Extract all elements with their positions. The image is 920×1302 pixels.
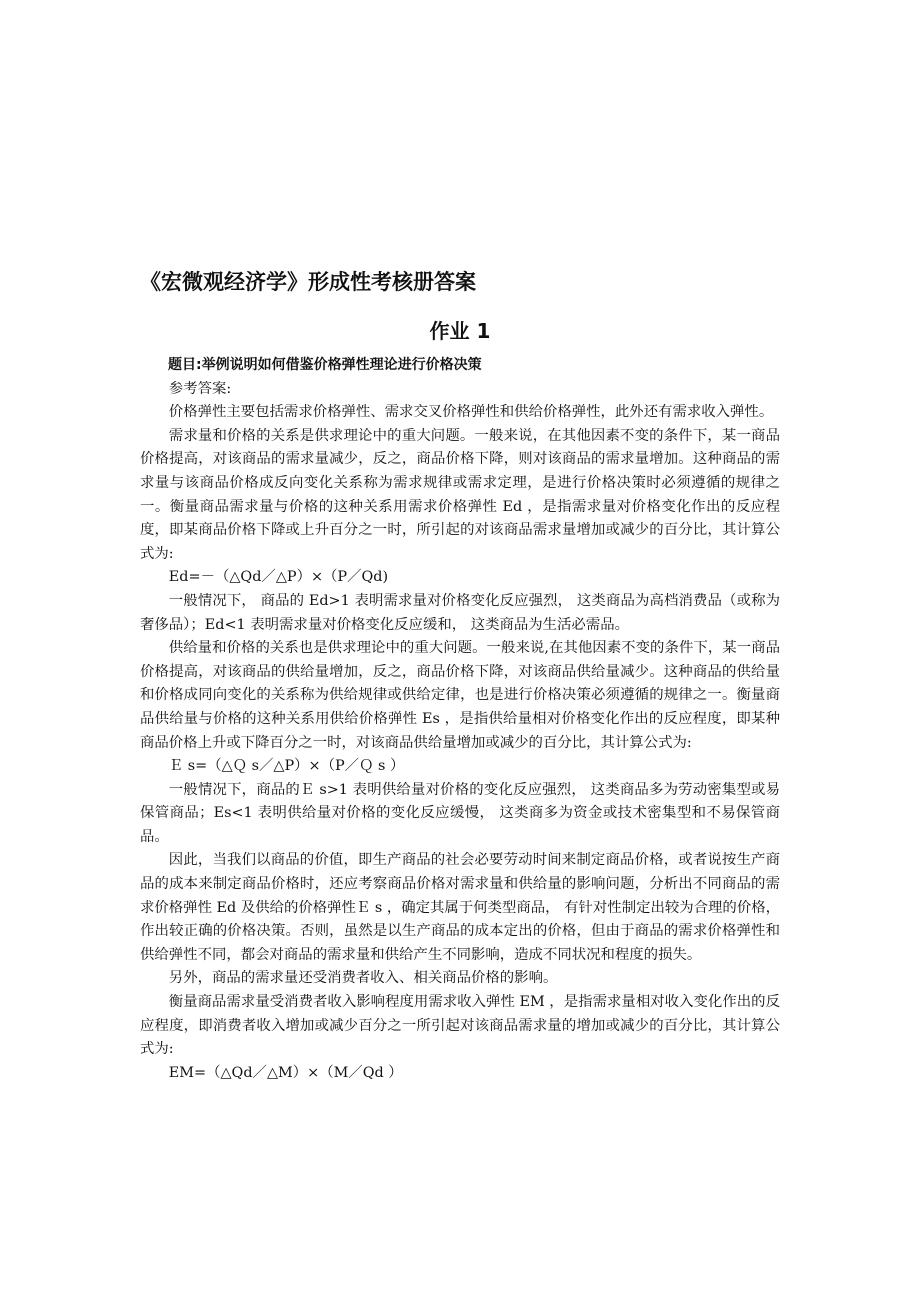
assignment-heading: 作业 1 (429, 319, 491, 343)
question-heading: 题目:举例说明如何借鉴价格弹性理论进行价格决策 (168, 357, 482, 373)
answer-label: 参考答案: (168, 380, 232, 397)
body-paragraph: 因此，当我们以商品的价值，即生产商品的社会必要劳动时间来制定商品价格，或者说按生产商品的成本来制定商品价格时，还应考察商品价格对需求量和供给量的影响问题，分析出不同商品的需求价格弹性 Ed 及供给的价格弹性Ｅ s ，确定其属于何类型商品， 有针对性制定出较为合理的价格，作出较正确的价格决策。否则，虽然是以生产商品的成本定出的价格，但由于商品的需求价格弹性和供给弹性不同，都会对商品的需求量和供给产生不同影响，造成不同状况和程度的损失。 (140, 852, 780, 963)
body-paragraph: 一般情况下， 商品的 Ed>1 表明需求量对价格变化反应强烈， 这类商品为高档消费品（或称为奢侈品）；Ed<1 表明需求量对价格变化反应缓和， 这类商品为生活必需品。 (140, 592, 780, 633)
document-body (140, 354, 780, 1085)
body-paragraph: 另外，商品的需求量还受消费者收入、相关商品价格的影响。 (168, 970, 558, 987)
body-paragraph: 一般情况下，商品的Ｅ s>1 表明供给量对价格的变化反应强烈， 这类商品多为劳动密集型或易保管商品；Es<1 表明供给量对价格的变化反应缓慢， 这类商多为资金或技术密集型和不易保管商品。 (140, 781, 780, 845)
document-title: 《宏微观经济学》形成性考核册答案 (140, 270, 476, 294)
formula-em: EM=（△Qd／△M）×（M／Qd ） (168, 1064, 403, 1081)
formula-es: Ｅ s=（△Ｑ s／△P）×（P／Ｑ s ） (168, 758, 405, 775)
formula-ed: Ed=－（△Qd／△P）×（P／Qd) (168, 569, 389, 586)
body-paragraph: 需求量和价格的关系是供求理论中的重大问题。一般来说，在其他因素不变的条件下，某一商品价格提高，对该商品的需求量减少，反之，商品价格下降，则对该商品的需求量增加。这种商品的需求量与该商品价格成反向变化关系称为需求规律或需求定理，是进行价格决策时必须遵循的规律之一。衡量商品需求量与价格的这种关系用需求价格弹性 Ed ，是指需求量对价格变化作出的反应程度，即某商品价格下降或上升百分之一时，所引起的对该商品需求量增加或减少的百分比，其计算公式为: (140, 427, 780, 562)
body-paragraph: 价格弹性主要包括需求价格弹性、需求交叉价格弹性和供给价格弹性，此外还有需求收入弹性。 (168, 404, 774, 421)
body-paragraph: 供给量和价格的关系也是供求理论中的重大问题。一般来说,在其他因素不变的条件下，某一商品价格提高，对该商品的供给量增加，反之，商品价格下降，对该商品供给量减少。这种商品的供给量和价格成同向变化的关系称为供给规律或供给定律，也是进行价格决策必须遵循的规律之一。衡量商品供给量与价格的这种关系用供给价格弹性 Es ，是指供给量相对价格变化作出的反应程度，即某种商品价格上升或下降百分之一时，对该商品供给量增加或减少的百分比，其计算公式为: (140, 640, 780, 751)
body-paragraph: 衡量商品需求量受消费者收入影响程度用需求收入弹性 EM ，是指需求量相对收入变化作出的反应程度，即消费者收入增加或减少百分之一所引起对该商品需求量的增加或减少的百分比，其计算公式为: (140, 994, 780, 1058)
